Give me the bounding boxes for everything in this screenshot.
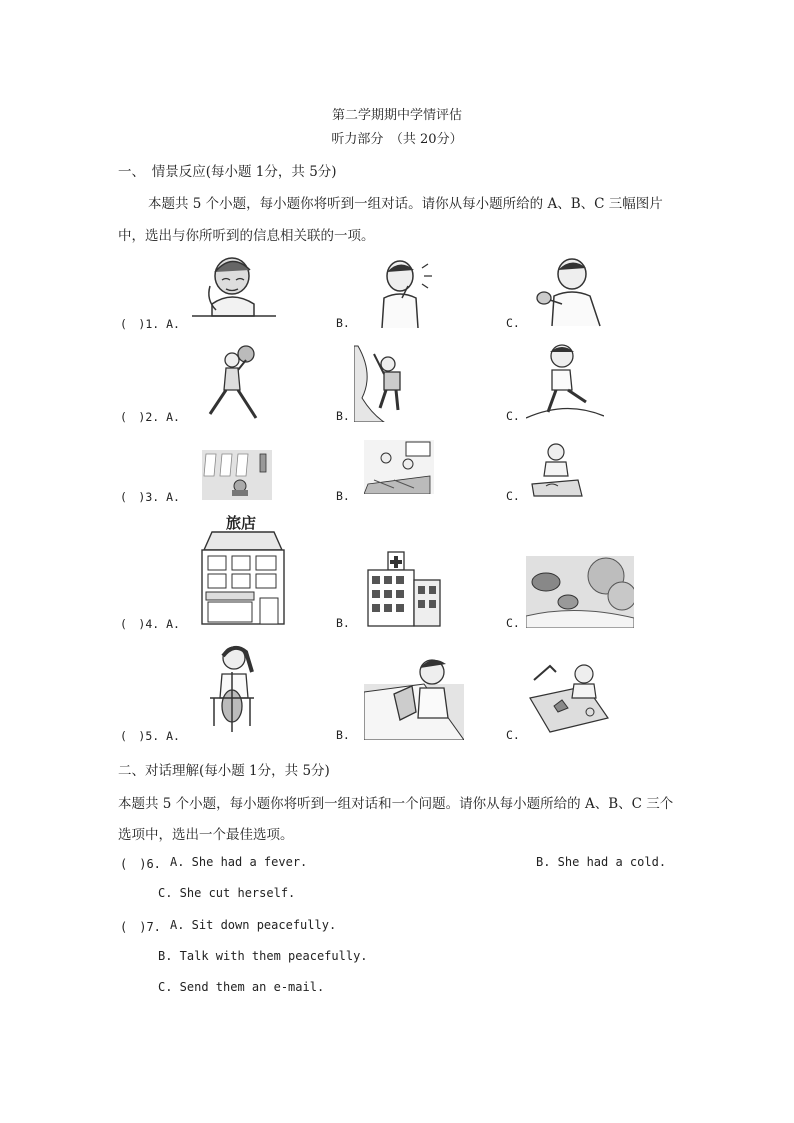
forest-animals-picture [526, 556, 634, 628]
hotel-building-picture [198, 528, 288, 626]
child-craft-picture [526, 660, 610, 734]
question-7-label: ( )7. [120, 920, 161, 934]
question-7-option-a: A. Sit down peacefully. [170, 918, 337, 932]
page-title: 第二学期期中学情评估 [331, 108, 462, 123]
question-3-option-c: C. [506, 489, 520, 503]
question-1-option-c: C. [506, 316, 520, 330]
question-5-label: ( )5. A. [120, 729, 180, 743]
question-1-option-b: B. [336, 316, 350, 330]
question-1-label: ( )1. A. [120, 317, 180, 331]
section1-instruction-line2: 中，选出与你所听到的信息相关联的一项。 [118, 228, 375, 244]
question-2-label: ( )2. A. [120, 410, 180, 424]
question-4-option-b: B. [336, 616, 350, 630]
hotel-sign: 旅店 [226, 514, 257, 532]
children-playing-picture [364, 440, 434, 494]
boy-hurt-arm-picture [534, 254, 604, 328]
boy-coughing-picture [372, 256, 440, 330]
question-6-option-a: A. She had a fever. [170, 855, 308, 869]
question-3-label: ( )3. A. [120, 490, 180, 504]
girl-playing-cello-picture [204, 642, 260, 738]
question-6-label: ( )6. [120, 857, 161, 871]
section1-heading: 一、 情景反应(每小题 1分，共 5分) [118, 164, 337, 180]
question-2-option-b: B. [336, 409, 350, 423]
crosswalk-scene-picture [202, 450, 272, 500]
girl-reading-picture [364, 654, 464, 740]
question-7-option-b: B. Talk with them peacefully. [158, 949, 368, 963]
question-6-option-b: B. She had a cold. [536, 855, 667, 869]
girl-playing-basketball-picture [200, 344, 264, 422]
girl-climbing-picture [354, 344, 410, 422]
section2-heading: 二、对话理解(每小题 1分，共 5分) [118, 763, 330, 779]
question-3-option-b: B. [336, 489, 350, 503]
question-6-option-c: C. She cut herself. [158, 886, 296, 900]
girl-running-picture [526, 340, 604, 420]
question-5-option-b: B. [336, 728, 350, 742]
child-drawing-picture [526, 440, 586, 498]
section2-instruction-line2: 选项中，选出一个最佳选项。 [118, 827, 294, 843]
question-7-option-c: C. Send them an e-mail. [158, 980, 325, 994]
question-2-option-c: C. [506, 409, 520, 423]
boy-crying-picture [192, 252, 276, 324]
section2-instruction-line1: 本题共 5 个小题，每小题你将听到一组对话和一个问题。请你从每小题所给的 A、B、C 三个 [118, 796, 674, 812]
question-4-label: ( )4. A. [120, 617, 180, 631]
question-5-option-c: C. [506, 728, 520, 742]
page-subtitle: 听力部分 （共 20分） [331, 132, 463, 147]
hospital-building-picture [364, 550, 444, 628]
section1-instruction-line1: 本题共 5 个小题，每小题你将听到一组对话。请你从每小题所给的 A、B、C 三幅图片 [148, 196, 663, 212]
question-4-option-c: C. [506, 616, 520, 630]
